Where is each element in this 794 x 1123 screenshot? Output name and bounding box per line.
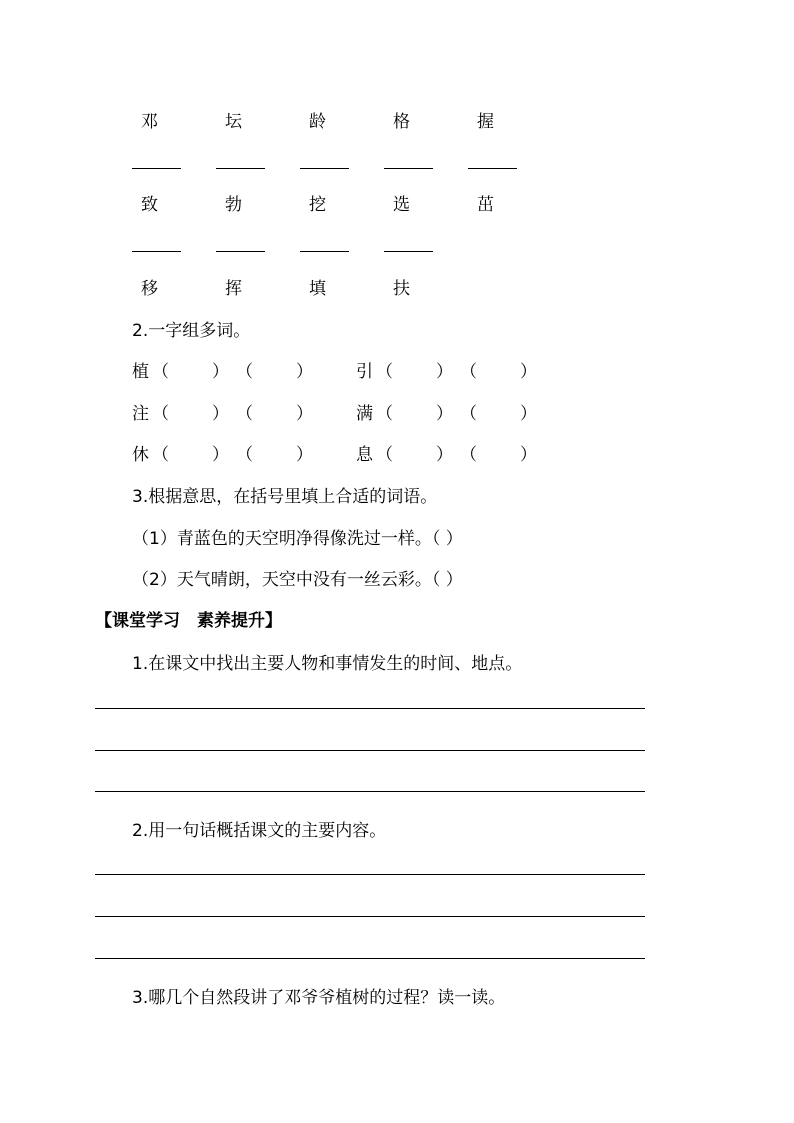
paren-open: （ [152, 445, 169, 465]
paren-close: ） [436, 362, 453, 382]
q3-item-2: （2）天气晴朗，天空中没有一丝云彩。（ ） [132, 570, 463, 590]
pinyin-blank[interactable] [216, 251, 265, 252]
paren-close: ） [520, 445, 537, 465]
section-q1: 1.在课文中找出主要人物和事情发生的时间、地点。 [132, 654, 523, 674]
char-2-3: 挖 [309, 195, 326, 215]
char-1-3: 龄 [309, 112, 326, 132]
char-3-4: 扶 [393, 279, 410, 299]
pinyin-blank[interactable] [132, 251, 181, 252]
answer-line[interactable] [95, 916, 645, 917]
q2-row3-right-char: 息 [356, 445, 373, 465]
section-heading: 【课堂学习 素养提升】 [95, 611, 282, 631]
paren-open: （ [152, 362, 169, 382]
paren-open: （ [236, 445, 253, 465]
paren-close: ） [296, 404, 313, 424]
q2-row2-left-char: 注 [132, 404, 149, 424]
pinyin-blank[interactable] [216, 168, 265, 169]
char-1-5: 握 [477, 112, 494, 132]
paren-close: ） [212, 404, 229, 424]
paren-close: ） [212, 445, 229, 465]
char-1-4: 格 [393, 112, 410, 132]
paren-open: （ [460, 362, 477, 382]
char-3-1: 移 [141, 279, 158, 299]
q2-row1-left-char: 植 [132, 362, 149, 382]
q2-row2-right-char: 满 [356, 404, 373, 424]
section-q3: 3.哪几个自然段讲了邓爷爷植树的过程？读一读。 [132, 988, 506, 1008]
paren-close: ） [436, 445, 453, 465]
paren-close: ） [520, 404, 537, 424]
pinyin-blank[interactable] [132, 168, 181, 169]
pinyin-blank[interactable] [300, 168, 349, 169]
char-3-2: 挥 [225, 279, 242, 299]
paren-open: （ [460, 445, 477, 465]
paren-close: ） [296, 362, 313, 382]
paren-open: （ [376, 404, 393, 424]
paren-close: ） [436, 404, 453, 424]
paren-open: （ [152, 404, 169, 424]
answer-line[interactable] [95, 750, 645, 751]
char-2-5: 茁 [477, 195, 494, 215]
q2-row3-left-char: 休 [132, 445, 149, 465]
answer-line[interactable] [95, 708, 645, 709]
char-1-2: 坛 [225, 112, 242, 132]
pinyin-blank[interactable] [384, 168, 433, 169]
paren-open: （ [376, 445, 393, 465]
paren-open: （ [376, 362, 393, 382]
char-3-3: 填 [309, 279, 326, 299]
paren-close: ） [212, 362, 229, 382]
q2-title: 2.一字组多词。 [132, 321, 251, 341]
paren-open: （ [460, 404, 477, 424]
q2-row1-right-char: 引 [356, 362, 373, 382]
answer-line[interactable] [95, 791, 645, 792]
char-2-1: 致 [141, 195, 158, 215]
char-2-4: 选 [393, 195, 410, 215]
paren-close: ） [296, 445, 313, 465]
q3-title: 3.根据意思，在括号里填上合适的词语。 [132, 487, 438, 507]
pinyin-blank[interactable] [468, 168, 517, 169]
char-1-1: 邓 [141, 112, 158, 132]
q3-item-1: （1）青蓝色的天空明净得像洗过一样。（ ） [132, 529, 463, 549]
section-q2: 2.用一句话概括课文的主要内容。 [132, 821, 387, 841]
pinyin-blank[interactable] [384, 251, 433, 252]
answer-line[interactable] [95, 874, 645, 875]
paren-open: （ [236, 404, 253, 424]
paren-open: （ [236, 362, 253, 382]
pinyin-blank[interactable] [300, 251, 349, 252]
answer-line[interactable] [95, 958, 645, 959]
char-2-2: 勃 [225, 195, 242, 215]
paren-close: ） [520, 362, 537, 382]
